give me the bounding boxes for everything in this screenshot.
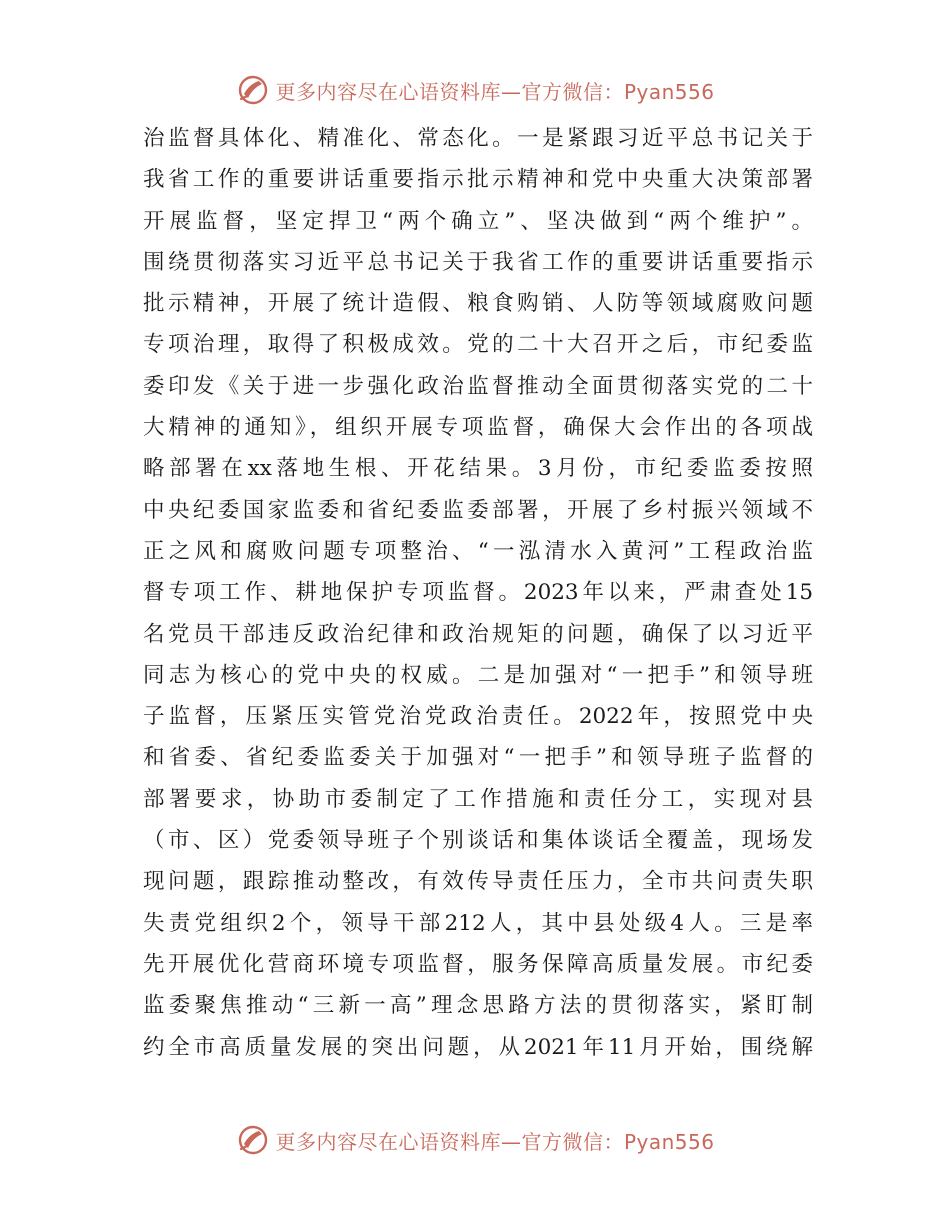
- header-banner-text: 更多内容尽在心语资料库—官方微信：Pyan556: [275, 79, 715, 104]
- text-line: 和省委、省纪委监委关于加强对“一把手”和领导班子监督的: [143, 745, 813, 771]
- hand-pen-logo-icon: [235, 72, 271, 108]
- footer-banner: [0, 1120, 950, 1160]
- text-line: 我省工作的重要讲话重要指示批示精神和党中央重大决策部署: [143, 167, 813, 193]
- text-line: 开展监督，坚定捍卫“两个确立”、坚决做到“两个维护”。: [143, 208, 813, 234]
- text-line: 委印发《关于进一步强化政治监督推动全面贯彻落实党的二十: [143, 373, 813, 399]
- text-line: 批示精神，开展了统计造假、粮食购销、人防等领域腐败问题: [143, 291, 813, 317]
- text-line: 围绕贯彻落实习近平总书记关于我省工作的重要讲话重要指示: [143, 249, 813, 275]
- footer-banner-text: 更多内容尽在心语资料库—官方微信：Pyan556: [275, 1129, 715, 1154]
- text-line: 失责党组织2个，领导干部212人，其中县处级4人。三是率: [143, 910, 813, 936]
- text-line: 子监督，压紧压实管党治党政治责任。2022年，按照党中央: [143, 704, 813, 730]
- text-line: 正之风和腐败问题专项整治、“一泓清水入黄河”工程政治监: [143, 538, 813, 564]
- text-line: 中央纪委国家监委和省纪委监委部署，开展了乡村振兴领域不: [143, 497, 813, 523]
- document-body: [143, 118, 813, 1068]
- text-line: 现问题，跟踪推动整改，有效传导责任压力，全市共问责失职: [143, 869, 813, 895]
- text-line: 治监督具体化、精准化、常态化。一是紧跟习近平总书记关于: [143, 126, 813, 151]
- text-line: 督专项工作、耕地保护专项监督。2023年以来，严肃查处15: [143, 580, 813, 606]
- text-line: 先开展优化营商环境专项监督，服务保障高质量发展。市纪委: [143, 951, 813, 977]
- text-line: 名党员干部违反政治纪律和政治规矩的问题，确保了以习近平: [143, 621, 813, 647]
- text-line: 约全市高质量发展的突出问题，从2021年11月开始，围绕解: [143, 1034, 813, 1060]
- text-line: 监委聚焦推动“三新一高”理念思路方法的贯彻落实，紧盯制: [143, 993, 813, 1019]
- text-line: 同志为核心的党中央的权威。二是加强对“一把手”和领导班: [143, 662, 813, 688]
- text-line: （市、区）党委领导班子个别谈话和集体谈话全覆盖，现场发: [143, 828, 813, 854]
- text-line: 大精神的通知》，组织开展专项监督，确保大会作出的各项战: [143, 415, 813, 441]
- header-banner: [0, 70, 950, 110]
- text-line: 部署要求，协助市委制定了工作措施和责任分工，实现对县: [143, 786, 813, 812]
- hand-pen-logo-icon: [235, 1122, 271, 1158]
- text-line: 专项治理，取得了积极成效。党的二十大召开之后，市纪委监: [143, 332, 813, 358]
- text-line: 略部署在xx落地生根、开花结果。3月份，市纪委监委按照: [143, 456, 813, 482]
